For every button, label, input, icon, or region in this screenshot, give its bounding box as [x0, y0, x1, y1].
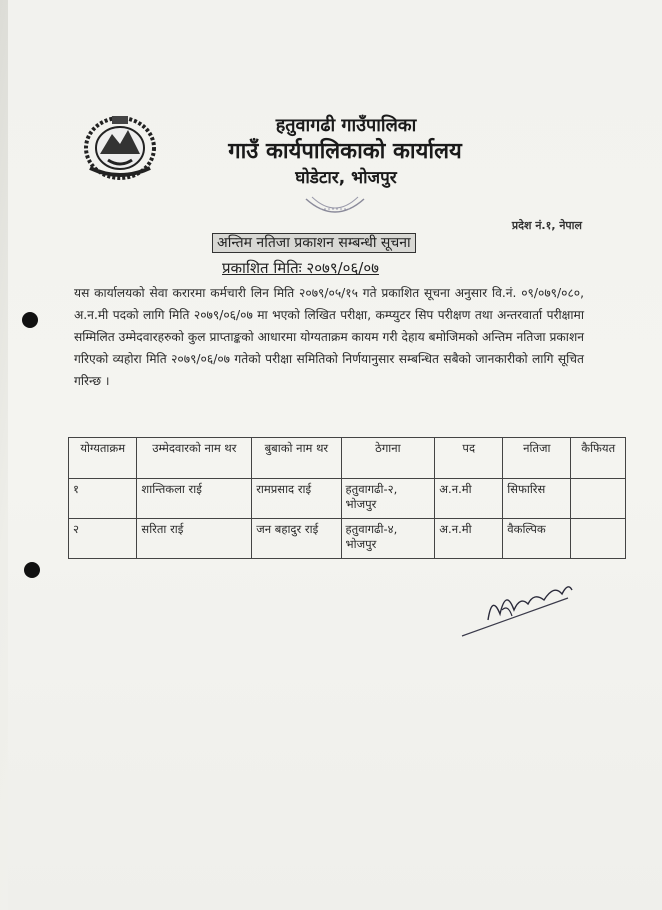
header-post: पद — [435, 438, 503, 479]
header-father-name: बुबाको नाम थर — [252, 438, 341, 479]
punch-hole-bottom — [24, 562, 40, 578]
cell-post: अ.न.मी — [435, 479, 503, 519]
province-label: प्रदेश नं.१, नेपाल — [511, 219, 582, 232]
cell-rank: २ — [69, 519, 137, 559]
cell-father-name: जन बहादुर राई — [252, 519, 341, 559]
cell-address: हतुवागढी-२, भोजपुर — [341, 479, 435, 519]
header-rank: योग्यताक्रम — [69, 438, 137, 479]
notice-body: यस कार्यालयको सेवा करारमा कर्मचारी लिन मिति २०७९/०५/१५ गते प्रकाशित सूचना अनुसार वि.नं. ०९/०७९/०८०, अ.न.मी पदको लागि मिति २०७९/०६/०७ मा भएको लिखित परीक्षा, कम्प्युटर सिप परीक्षण तथा अन्तरवार्ता परीक्षामा सम्मिलित उम्मेदवारहरुको कुल प्राप्ताङ्कको आधारमा योग्यताक्रम कायम गरी देहाय बमोजिमको अन्तिम नतिजा प्रकाशन गरिएको व्यहोरा मिति २०७९/०६/०७ गतेको परीक्षा समितिको निर्णयानुसार सम्बन्धित सबैको जानकारीको लागि सूचित गरिन्छ । — [74, 286, 584, 388]
header-address: ठेगाना — [341, 438, 435, 479]
table-row — [69, 519, 626, 559]
table-header-row — [69, 438, 626, 479]
header-result: नतिजा — [503, 438, 571, 479]
results-table — [68, 437, 626, 559]
publication-date: प्रकाशित मितिः २०७९/०६/०७ — [222, 259, 379, 277]
cell-remarks — [571, 479, 626, 519]
office-stamp-icon — [300, 195, 370, 231]
cell-result: सिफारिस — [503, 479, 571, 519]
table-row — [69, 479, 626, 519]
header-remarks: कैफियत — [571, 438, 626, 479]
cell-candidate-name: शान्तिकला राई — [137, 479, 252, 519]
office-name: गाउँ कार्यपालिकाको कार्यालय — [228, 139, 462, 164]
cell-rank: १ — [69, 479, 137, 519]
signature-icon — [458, 574, 578, 640]
punch-hole-top — [22, 312, 38, 328]
header-candidate-name: उम्मेदवारको नाम थर — [137, 438, 252, 479]
notice-title: अन्तिम नतिजा प्रकाशन सम्बन्धी सूचना — [212, 233, 416, 253]
cell-post: अ.न.मी — [435, 519, 503, 559]
cell-remarks — [571, 519, 626, 559]
cell-candidate-name: सरिता राई — [137, 519, 252, 559]
cell-father-name: रामप्रसाद राई — [252, 479, 341, 519]
municipality-name: हतुवागढी गाउँपालिका — [275, 115, 417, 136]
office-header — [0, 114, 662, 190]
office-address: घोडेटार, भोजपुर — [295, 168, 397, 188]
cell-result: वैकल्पिक — [503, 519, 571, 559]
cell-address: हतुवागढी-४, भोजपुर — [341, 519, 435, 559]
